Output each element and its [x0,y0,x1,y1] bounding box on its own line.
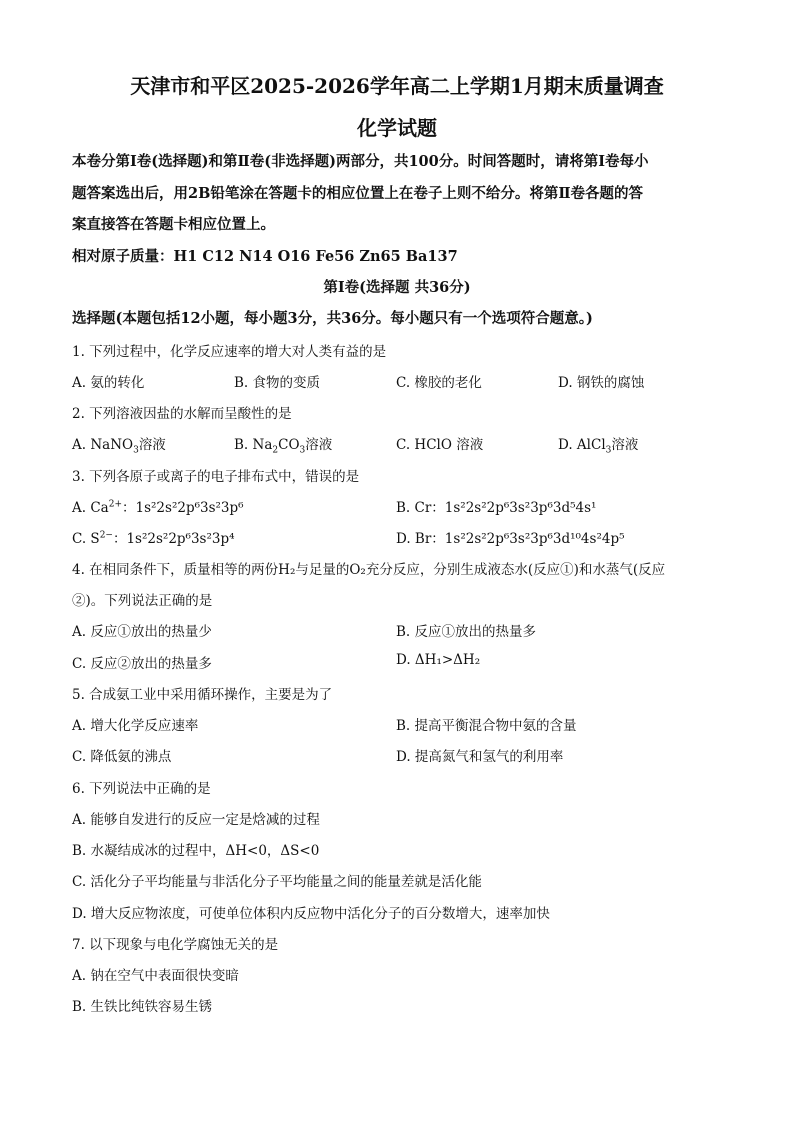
q4-option-c: C. 反应②放出的热量多 [72,656,212,672]
q6-option-c: C. 活化分子平均能量与非活化分子平均能量之间的能量差就是活化能 [72,874,482,890]
section-title: 第Ⅰ卷(选择题 共36分) [323,279,471,296]
q3-option-d: D. Br：1s²2s²2p⁶3s²3p⁶3d¹⁰4s²4p⁵ [396,531,625,547]
atomic-mass: 相对原子质量：H1 C12 N14 O16 Fe56 Zn65 Ba137 [72,248,458,265]
q6-option-a: A. 能够自发进行的反应一定是焓减的过程 [72,812,320,828]
exam-title: 天津市和平区2025-2026学年高二上学期1月期末质量调查 [130,74,664,98]
q3-option-b: B. Cr：1s²2s²2p⁶3s²3p⁶3d⁵4s¹ [396,500,597,516]
question-4-stem-line-1: 4. 在相同条件下，质量相等的两份H₂与足量的O₂充分反应，分别生成液态水(反应①)和水蒸气(反应 [72,562,666,578]
q5-option-d: D. 提高氮气和氢气的利用率 [396,749,564,765]
q3-option-c: C. $S^{2-}$：1s²2s²2p⁶3s²3p⁴ [72,530,235,547]
q1-option-a: A. 氨的转化 [72,375,145,391]
q6-option-b: B. 水凝结成冰的过程中，ΔH<0，ΔS<0 [72,843,320,859]
question-5-stem: 5. 合成氨工业中采用循环操作，主要是为了 [72,687,333,703]
q7-option-b: B. 生铁比纯铁容易生锈 [72,999,213,1015]
q6-option-d: D. 增大反应物浓度，可使单位体积内反应物中活化分子的百分数增大，速率加快 [72,906,550,922]
question-7-stem: 7. 以下现象与电化学腐蚀无关的是 [72,937,279,953]
question-1-stem: 1. 下列过程中，化学反应速率的增大对人类有益的是 [72,344,387,360]
question-4-stem-line-2: ②)。下列说法正确的是 [72,593,213,609]
intro-line-2: 题答案选出后，用2B铅笔涂在答题卡的相应位置上在卷子上则不给分。将第Ⅱ卷各题的答 [72,185,644,202]
q2-option-c: C. HClO 溶液 [396,437,484,453]
q3-option-a: A. $Ca^{2+}$：1s²2s²2p⁶3s²3p⁶ [72,499,244,516]
q1-option-d: D. 钢铁的腐蚀 [558,375,645,391]
q2-option-b: B. $Na_2CO_3$溶液 [234,437,333,456]
question-6-stem: 6. 下列说法中正确的是 [72,781,211,797]
q2-option-d: D. AlCl$_3$溶液 [558,437,639,456]
q5-option-a: A. 增大化学反应速率 [72,718,199,734]
q5-option-c: C. 降低氨的沸点 [72,749,172,765]
q1-option-b: B. 食物的变质 [234,375,321,391]
exam-subtitle: 化学试题 [357,116,437,140]
q2-option-a: A. NaNO$_3$溶液 [72,437,166,456]
q4-option-d: D. ΔH₁>ΔH₂ [396,652,481,668]
q4-option-b: B. 反应①放出的热量多 [396,624,537,640]
question-3-stem: 3. 下列各原子或离子的电子排布式中，错误的是 [72,469,360,485]
q4-option-a: A. 反应①放出的热量少 [72,624,212,640]
question-2-stem: 2. 下列溶液因盐的水解而呈酸性的是 [72,406,292,422]
intro-line-1: 本卷分第Ⅰ卷(选择题)和第Ⅱ卷(非选择题)两部分，共100分。时间答题时，请将第Ⅰ卷每小 [72,153,649,170]
q7-option-a: A. 钠在空气中表面很快变暗 [72,968,239,984]
q5-option-b: B. 提高平衡混合物中氨的含量 [396,718,577,734]
q1-option-c: C. 橡胶的老化 [396,375,482,391]
intro-line-3: 案直接答在答题卡相应位置上。 [72,216,275,233]
section-desc: 选择题(本题包括12小题，每小题3分，共36分。每小题只有一个选项符合题意。) [72,310,593,327]
